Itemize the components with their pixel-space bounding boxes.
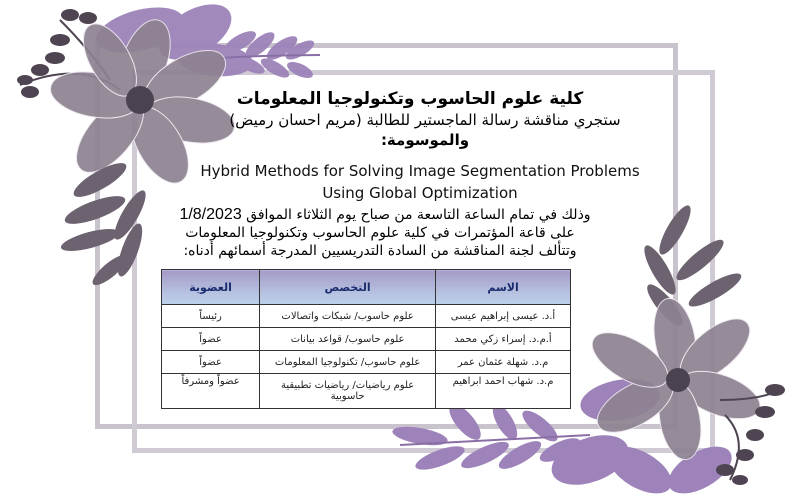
header-membership: العضوية bbox=[162, 270, 260, 305]
member-role: رئيساً bbox=[162, 305, 260, 328]
details-line1 bbox=[150, 206, 610, 224]
header-specialty: التخصص bbox=[260, 270, 436, 305]
member-name: أ.د. عيسى إبراهيم عيسى bbox=[436, 305, 571, 328]
table-row bbox=[162, 351, 571, 374]
details-paragraph bbox=[150, 206, 610, 260]
announcement-text: ستجري مناقشة رسالة الماجستير للطالبة (مريم احسان رميض) bbox=[229, 111, 621, 129]
member-specialty: علوم حاسوب/ شبكات واتصالات bbox=[260, 305, 436, 328]
details-line2: على قاعة المؤتمرات في كلية علوم الحاسوب وتكنولوجيا المعلومات bbox=[185, 225, 575, 241]
thesis-title bbox=[170, 160, 670, 204]
member-name: م.د. شهلة عثمان عمر bbox=[436, 351, 571, 374]
defense-date: 1/8/2023 bbox=[179, 206, 242, 223]
table-header-row bbox=[162, 270, 571, 305]
thesis-title-line1: Hybrid Methods for Solving Image Segmentation Problems bbox=[200, 162, 640, 180]
committee-table bbox=[161, 269, 571, 409]
member-name: أ.م.د. إسراء زكي محمد bbox=[436, 328, 571, 351]
titled-label: والموسومة: bbox=[380, 131, 470, 149]
member-role: عضواً ومشرفاً bbox=[162, 374, 260, 409]
header-name: الاسم bbox=[436, 270, 571, 305]
member-specialty: علوم رياضيات/ رياضيات تطبيقية حاسوبية bbox=[260, 374, 436, 409]
member-specialty: علوم حاسوب/ قواعد بيانات bbox=[260, 328, 436, 351]
member-role: عضواً bbox=[162, 328, 260, 351]
details-line3: وتتألف لجنة المناقشة من السادة التدريسيين المدرجة أسمائهم أدناه: bbox=[183, 243, 577, 259]
member-specialty: علوم حاسوب/ تكنولوجيا المعلومات bbox=[260, 351, 436, 374]
college-name: كلية علوم الحاسوب وتكنولوجيا المعلومات bbox=[236, 89, 584, 109]
thesis-title-line2: Using Global Optimization bbox=[322, 184, 518, 202]
details-time-text: وذلك في تمام الساعة التاسعة من صباح يوم الثلاثاء الموافق bbox=[246, 207, 591, 223]
member-name: م.د. شهاب احمد ابراهيم bbox=[436, 374, 571, 409]
table-row bbox=[162, 328, 571, 351]
table-row bbox=[162, 374, 571, 409]
table-row bbox=[162, 305, 571, 328]
member-role: عضواً bbox=[162, 351, 260, 374]
